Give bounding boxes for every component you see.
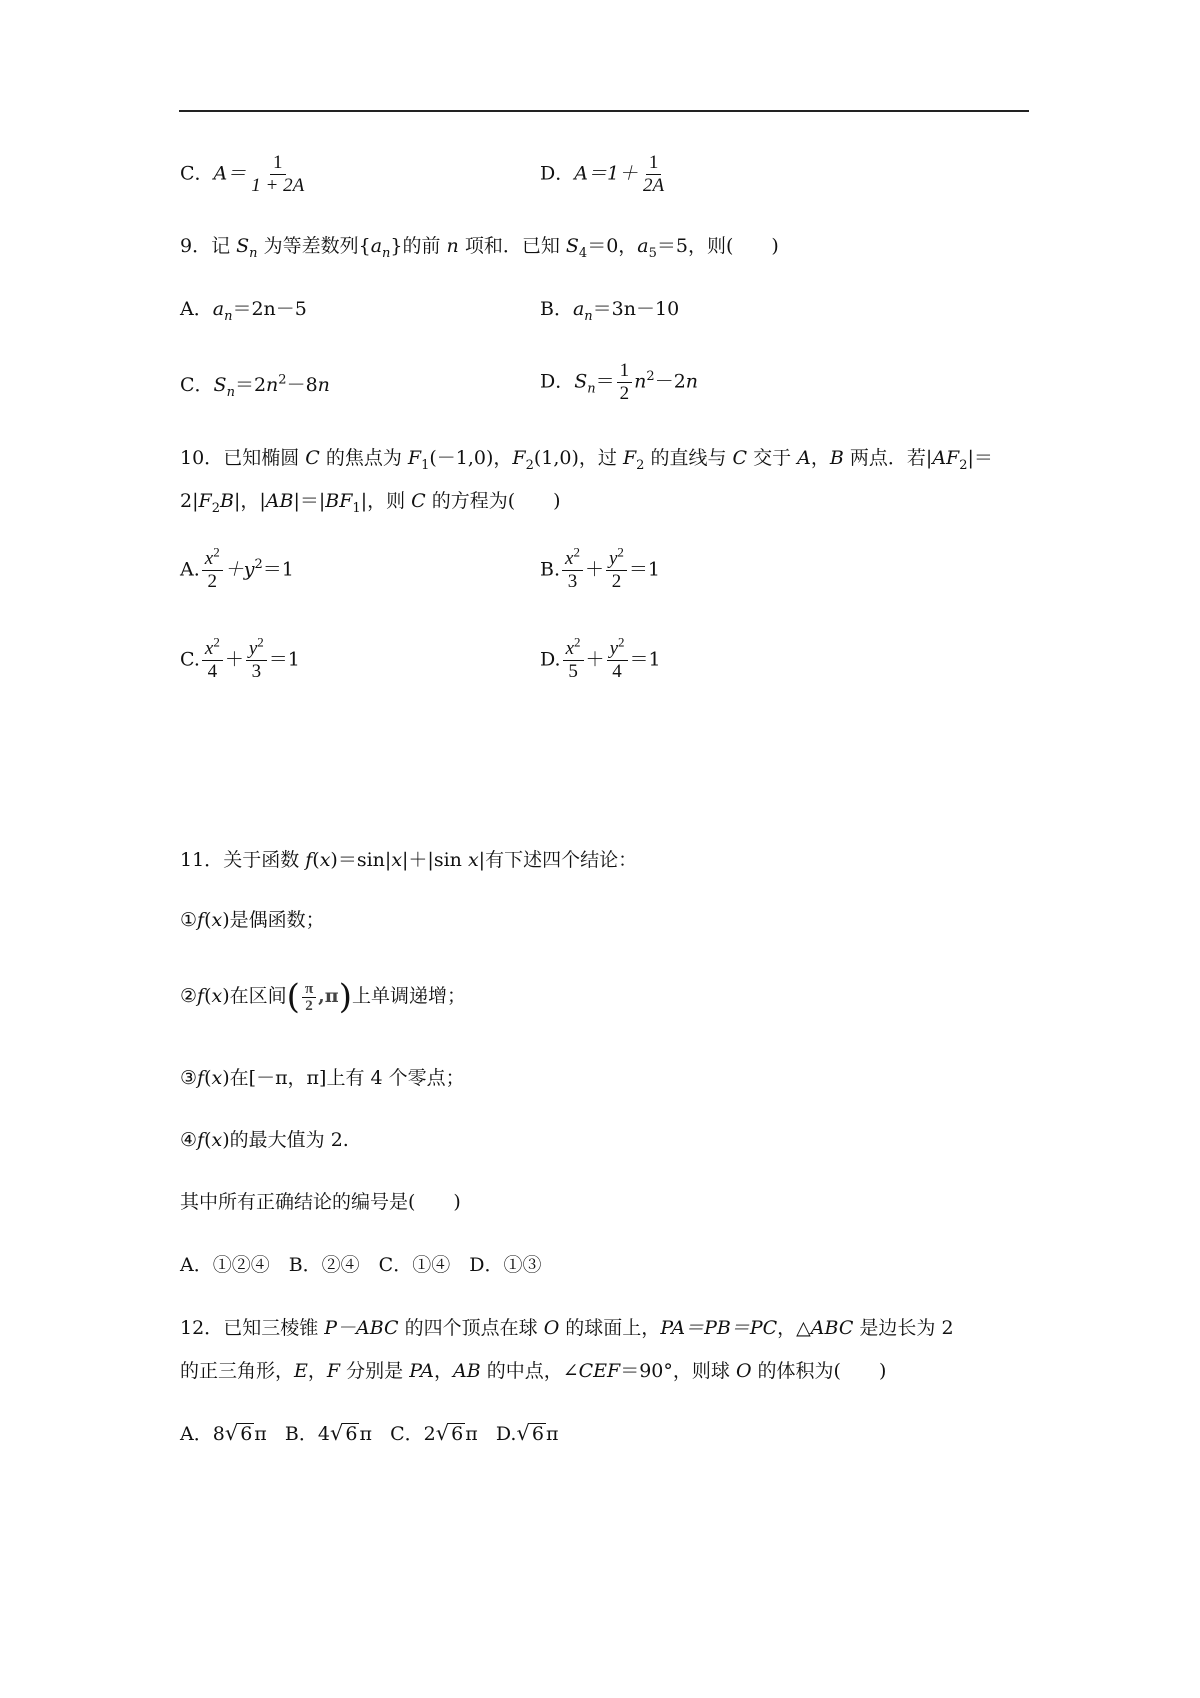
sqrt bbox=[436, 1422, 465, 1444]
sub: 1 bbox=[421, 457, 430, 473]
text: |，| bbox=[233, 490, 266, 512]
q8-option-c bbox=[180, 152, 309, 197]
text: (－1,0)， bbox=[429, 447, 513, 469]
fraction bbox=[640, 152, 667, 197]
var: x bbox=[211, 985, 223, 1007]
pi: π bbox=[324, 985, 339, 1007]
option-label: A. bbox=[180, 558, 200, 581]
header-rule bbox=[179, 110, 1029, 112]
text: －2 bbox=[654, 370, 686, 393]
text: ，△ bbox=[777, 1317, 811, 1339]
var: F bbox=[512, 447, 526, 469]
fraction bbox=[202, 544, 223, 593]
var: C bbox=[411, 490, 426, 512]
sup: 2 bbox=[574, 634, 581, 650]
q11-ask: 其中所有正确结论的编号是( ) bbox=[180, 1191, 461, 1213]
q12-stem-line1 bbox=[180, 1316, 954, 1340]
text: ＝1 bbox=[629, 648, 661, 671]
text: 的方程为( ) bbox=[425, 490, 561, 512]
numerator bbox=[202, 544, 223, 571]
radicand: 6 bbox=[345, 1423, 358, 1445]
text: 上单调递增； bbox=[351, 985, 466, 1007]
text: 的球面上， bbox=[559, 1317, 661, 1339]
q10-option-c bbox=[180, 634, 300, 683]
option-label: B． bbox=[540, 298, 573, 320]
pi: π bbox=[254, 1423, 267, 1445]
fraction bbox=[246, 634, 267, 683]
fraction bbox=[202, 634, 223, 683]
text: 交于 bbox=[747, 447, 798, 469]
var: y bbox=[248, 638, 258, 659]
q10-option-a bbox=[180, 544, 294, 593]
sqrt bbox=[516, 1422, 545, 1444]
radicand: 6 bbox=[240, 1423, 253, 1445]
var: O bbox=[543, 1317, 560, 1339]
var: E bbox=[294, 1360, 308, 1382]
var: x bbox=[204, 638, 214, 659]
var: f bbox=[197, 985, 205, 1007]
q11-options: A．①②④ B．②④ C．①④ D．①③ bbox=[180, 1254, 542, 1276]
text: 两点．若| bbox=[843, 447, 933, 469]
sup: 2 bbox=[278, 372, 287, 388]
var: f bbox=[305, 849, 313, 871]
denominator: 4 bbox=[207, 661, 218, 682]
statement-number: ① bbox=[180, 909, 198, 931]
option-label: D. bbox=[540, 648, 561, 671]
text: 的正三角形， bbox=[180, 1360, 295, 1382]
var: F bbox=[198, 490, 212, 512]
var: AF bbox=[932, 447, 960, 469]
text: －8 bbox=[286, 374, 318, 396]
sub: n bbox=[584, 308, 593, 324]
text: ， bbox=[307, 1360, 327, 1382]
sub: 2 bbox=[211, 500, 220, 516]
text: 在区间 bbox=[229, 985, 287, 1007]
var: x bbox=[565, 638, 575, 659]
text: ＝ bbox=[595, 370, 615, 393]
question-number: 11． bbox=[180, 849, 224, 871]
text: 的体积为( ) bbox=[751, 1360, 887, 1382]
sub: n bbox=[382, 245, 391, 261]
q9-option-a bbox=[180, 297, 307, 324]
fraction bbox=[607, 634, 628, 683]
denominator: 1 + 2A bbox=[251, 175, 305, 196]
option-label: C．2 bbox=[390, 1423, 436, 1445]
text: 关于函数 bbox=[223, 849, 306, 871]
var: n bbox=[266, 374, 279, 396]
var: x bbox=[204, 548, 214, 569]
sqrt bbox=[225, 1422, 254, 1444]
question-number: 9． bbox=[180, 235, 212, 257]
var: n bbox=[446, 235, 459, 257]
q11-statement-2: ②f(x)在区间( $\frac{\pi}{2}$ ,π)上单调递增； bbox=[180, 977, 466, 1017]
var: PA＝PB＝PC bbox=[660, 1317, 778, 1339]
var: f bbox=[197, 909, 205, 931]
denominator: 3 bbox=[567, 571, 578, 592]
radicand: 6 bbox=[451, 1423, 464, 1445]
text: ＋ bbox=[585, 648, 605, 671]
pi: π bbox=[359, 1423, 372, 1445]
q10-option-b bbox=[540, 544, 660, 593]
comma: , bbox=[318, 985, 325, 1007]
sup: 2 bbox=[254, 557, 263, 573]
statement-number: ② bbox=[180, 985, 198, 1007]
text: ＝1 bbox=[262, 558, 294, 581]
text: ＝90°，则球 bbox=[620, 1360, 736, 1382]
text: ＝2 bbox=[234, 374, 267, 396]
text: |，则 bbox=[360, 490, 412, 512]
text: ＋y bbox=[224, 558, 255, 581]
option-label: D. bbox=[495, 1423, 517, 1445]
text: ， bbox=[810, 447, 830, 469]
q10-option-d bbox=[540, 634, 661, 683]
question-number: 10． bbox=[180, 447, 224, 469]
var: x bbox=[211, 1129, 223, 1151]
sup: 2 bbox=[573, 544, 580, 560]
lhs: A＝1＋ bbox=[574, 162, 639, 185]
fraction bbox=[248, 152, 307, 197]
sub: n bbox=[226, 384, 235, 400]
text: 已知三棱锥 bbox=[223, 1317, 325, 1339]
var: x bbox=[211, 909, 223, 931]
option-label: D． bbox=[540, 370, 575, 393]
sup: 2 bbox=[618, 634, 625, 650]
denominator: 3 bbox=[251, 661, 262, 682]
q11-statement-1: ①f(x)是偶函数； bbox=[180, 909, 325, 931]
denominator: 2 bbox=[207, 571, 217, 592]
var: S bbox=[565, 235, 579, 257]
sub: 4 bbox=[578, 245, 588, 261]
var: CEF bbox=[578, 1360, 621, 1382]
var: x bbox=[319, 849, 331, 871]
var: a bbox=[637, 235, 649, 257]
option-label: B. bbox=[540, 558, 561, 581]
numerator: π bbox=[302, 981, 316, 998]
text: 的最大值为 2. bbox=[229, 1129, 349, 1151]
sub: 2 bbox=[525, 457, 534, 473]
radical-sign: √ bbox=[224, 1421, 239, 1445]
fraction bbox=[563, 634, 584, 683]
text: 是边长为 2 bbox=[853, 1317, 954, 1339]
radicand: 6 bbox=[531, 1423, 544, 1445]
q9-option-b bbox=[540, 297, 680, 324]
var: O bbox=[735, 1360, 752, 1382]
text: 的焦点为 bbox=[319, 447, 408, 469]
radical-sign: √ bbox=[435, 1421, 450, 1445]
numerator bbox=[562, 544, 583, 571]
text: ＝0， bbox=[587, 235, 638, 257]
denominator: 2 bbox=[619, 383, 630, 404]
option-label: C. bbox=[180, 648, 200, 671]
pi: π bbox=[465, 1423, 478, 1445]
left-paren: ( bbox=[286, 977, 300, 1017]
option-label: D． bbox=[540, 162, 575, 185]
text: 2| bbox=[180, 490, 199, 512]
text: ＋ bbox=[224, 648, 244, 671]
var: x bbox=[391, 849, 403, 871]
option-label: B．4 bbox=[284, 1423, 330, 1445]
var: S bbox=[574, 370, 588, 393]
q9-option-d bbox=[540, 360, 698, 405]
numerator bbox=[606, 544, 627, 571]
right-paren: ) bbox=[338, 977, 352, 1017]
denominator: 2A bbox=[643, 175, 665, 196]
sub: n bbox=[249, 245, 258, 261]
fraction bbox=[302, 981, 316, 1014]
text: 已知椭圆 bbox=[223, 447, 306, 469]
text: (1,0)，过 bbox=[533, 447, 623, 469]
var: x bbox=[565, 548, 574, 569]
sup: 2 bbox=[646, 369, 655, 385]
numerator bbox=[202, 634, 223, 661]
var: C bbox=[732, 447, 748, 469]
var: B bbox=[829, 447, 844, 469]
statement-number: ③ bbox=[180, 1067, 198, 1089]
text: 的中点，∠ bbox=[480, 1360, 579, 1382]
var: B bbox=[219, 490, 234, 512]
sub: 5 bbox=[648, 245, 657, 261]
text: 在[－π，π]上有 4 个零点； bbox=[229, 1067, 465, 1089]
option-label: A． bbox=[180, 298, 213, 320]
var: a bbox=[212, 298, 225, 320]
text: |＝ bbox=[967, 447, 993, 469]
var: ABC bbox=[810, 1317, 854, 1339]
numerator bbox=[563, 634, 584, 661]
text: ＝1 bbox=[268, 648, 300, 671]
text: ， bbox=[433, 1360, 453, 1382]
numerator: 1 bbox=[646, 152, 662, 175]
var: F bbox=[326, 1360, 341, 1382]
var: f bbox=[197, 1067, 205, 1089]
var: PA bbox=[409, 1360, 434, 1382]
text: 的直线与 bbox=[644, 447, 733, 469]
denominator: 4 bbox=[612, 661, 622, 682]
fraction bbox=[606, 544, 627, 593]
q12-stem-line2 bbox=[180, 1359, 886, 1383]
var: y bbox=[609, 638, 618, 659]
var: n bbox=[685, 370, 699, 393]
denominator: 2 bbox=[305, 997, 313, 1014]
fraction bbox=[617, 360, 633, 405]
var: BF bbox=[325, 490, 353, 512]
numerator: 1 bbox=[617, 360, 633, 383]
var: n bbox=[634, 370, 647, 393]
var: y bbox=[608, 548, 618, 569]
var: S bbox=[213, 374, 227, 396]
option-label: C． bbox=[180, 374, 214, 396]
var: x bbox=[467, 849, 479, 871]
text: ＝5，则( ) bbox=[656, 235, 779, 257]
q10-stem-line2 bbox=[180, 489, 561, 516]
question-number: 12． bbox=[180, 1317, 224, 1339]
text: 分别是 bbox=[340, 1360, 410, 1382]
sqrt bbox=[330, 1422, 359, 1444]
lhs: A＝ bbox=[213, 162, 247, 185]
var: n bbox=[317, 374, 330, 396]
text: 为等差数列{ bbox=[257, 235, 371, 257]
var: A bbox=[797, 447, 811, 469]
q12-options bbox=[180, 1422, 558, 1446]
q10-stem-line1 bbox=[180, 446, 993, 473]
text: 记 bbox=[211, 235, 237, 257]
sub: 1 bbox=[352, 500, 361, 516]
text: ＝2n－5 bbox=[232, 298, 307, 320]
denominator: 5 bbox=[568, 661, 578, 682]
text: 项和．已知 bbox=[458, 235, 566, 257]
text: ＝sin| bbox=[337, 849, 392, 871]
text: 的四个顶点在球 bbox=[398, 1317, 544, 1339]
text: ＝3n－10 bbox=[592, 298, 680, 320]
text: }的前 bbox=[390, 235, 447, 257]
option-label: A．8 bbox=[180, 1423, 225, 1445]
denominator: 2 bbox=[611, 571, 622, 592]
var: S bbox=[236, 235, 250, 257]
text: 是偶函数； bbox=[229, 909, 325, 931]
var: x bbox=[211, 1067, 223, 1089]
text: |有下述四个结论： bbox=[478, 849, 638, 871]
var: AB bbox=[265, 490, 294, 512]
q9-option-c bbox=[180, 372, 330, 400]
q11-statement-4: ④f(x)的最大值为 2. bbox=[180, 1129, 349, 1151]
radical-sign: √ bbox=[516, 1421, 530, 1445]
q8-option-d bbox=[540, 152, 669, 197]
var: AB bbox=[452, 1360, 481, 1382]
pi: π bbox=[545, 1423, 559, 1445]
sub: 2 bbox=[636, 457, 645, 473]
q11-stem: 11．关于函数 f(x)＝sin|x|＋|sin x|有下述四个结论： bbox=[180, 849, 638, 871]
sub: n bbox=[587, 381, 596, 397]
sup: 2 bbox=[257, 634, 264, 650]
sub: n bbox=[224, 308, 233, 324]
numerator: 1 bbox=[270, 152, 286, 175]
numerator bbox=[607, 634, 628, 661]
text: |＋|sin bbox=[402, 849, 468, 871]
text: ＝1 bbox=[628, 558, 660, 581]
var: a bbox=[572, 298, 585, 320]
text: |＝| bbox=[293, 490, 326, 512]
var: P－ABC bbox=[324, 1317, 399, 1339]
var: C bbox=[305, 447, 320, 469]
sup: 2 bbox=[213, 634, 220, 650]
sup: 2 bbox=[213, 544, 220, 560]
var: a bbox=[370, 235, 383, 257]
radical-sign: √ bbox=[329, 1421, 344, 1445]
option-label: C． bbox=[180, 162, 214, 185]
numerator bbox=[246, 634, 267, 661]
sub: 2 bbox=[959, 457, 968, 473]
q9-stem bbox=[180, 234, 779, 261]
fraction bbox=[562, 544, 583, 593]
q11-statement-3: ③f(x)在[－π，π]上有 4 个零点； bbox=[180, 1067, 465, 1089]
text: ＋ bbox=[584, 558, 604, 581]
var: F bbox=[622, 447, 637, 469]
sup: 2 bbox=[617, 544, 624, 560]
statement-number: ④ bbox=[180, 1129, 198, 1151]
var: F bbox=[407, 447, 422, 469]
var: f bbox=[197, 1129, 205, 1151]
